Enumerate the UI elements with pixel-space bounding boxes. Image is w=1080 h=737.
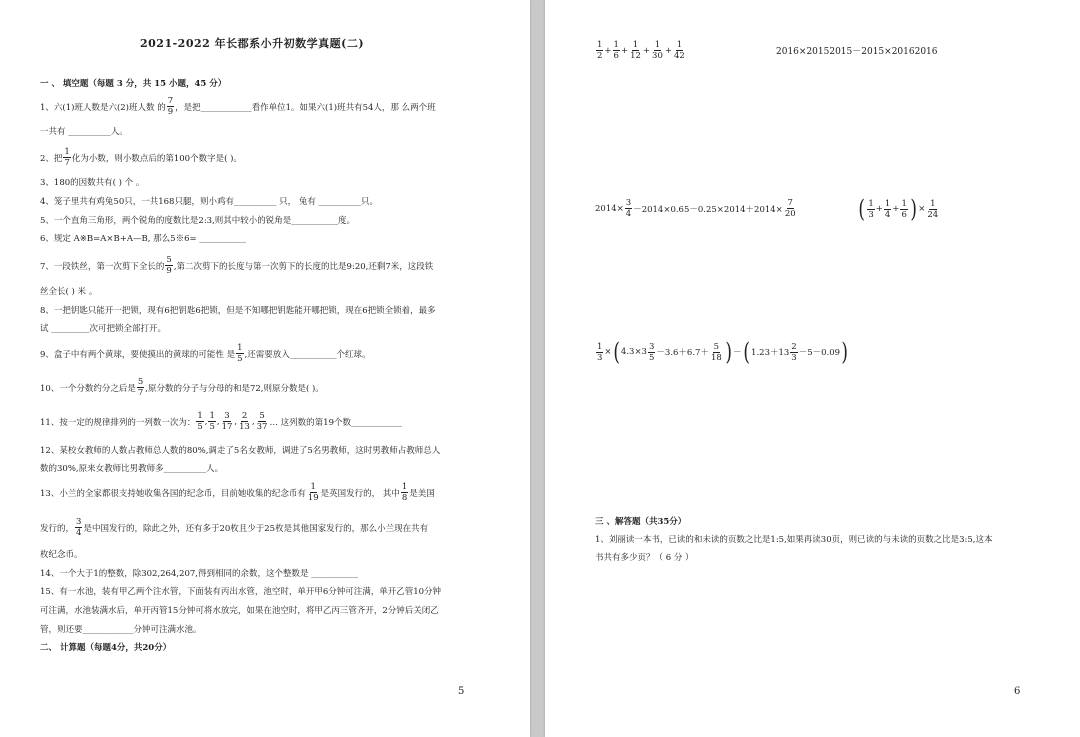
calc3-frac-2 [784,198,797,219]
q7-line1 [40,255,433,276]
q13-text-e: 是中国发行的，除此之外，还有多于20枚且少于25枚是其他国家发行的，那么小兰现在共有 [83,523,429,534]
calc1-frac-5-den: 42 [674,51,685,61]
calc3-frac-1-num: 3 [625,198,632,208]
q14: 14、一个大于1的整数，除302,264,207,得到相同的余数，这个整数是 ___________ [40,569,358,579]
q9-text-b: ,还需要放入___________个红球。 [244,349,371,360]
q1-fraction [167,96,174,117]
q1-text-a: 1、六(1)班人数是六(2)班人数 的 [40,102,166,113]
page-left [0,0,530,737]
q11-frac-3-den: 17 [221,422,233,432]
calc3-frac-2-den: 20 [784,209,796,219]
q11-text-b: … 这列数的第19个数____________ [269,417,402,428]
q11-line: 11、按一定的规律排列的一列数一次为： $\frac{1}{5}$ , $\frac{1}{5}$ , $\frac{3}{17}$ , $\frac{2}{13}$ , $\frac{5}{37}$ … 这列数的第19个数____________ [40,411,402,432]
calc4-frac-4 [926,199,939,220]
q7-frac-num: 5 [166,255,172,265]
calc2: 2016×20152015－2015×20162016 [776,47,938,57]
q8-line2: 试 _________次可把锁全部打开。 [40,324,166,334]
q7-text-b: ,第二次剪下的长度与第一次剪下的长度的比是9:20,还剩7米，这段铁 [173,261,434,272]
calc4-frac-4-num: 1 [930,198,936,209]
q4: 4、笼子里共有鸡兔50只，一共168只腿，则小鸡有__________ 只， 兔有 __________只。 [40,197,379,207]
q11-frac-1-num: 1 [197,411,203,421]
q13-text-d: 发行的， [40,523,75,534]
q7-line2: 丝全长( ) 米 。 [40,287,98,297]
calc1-frac-1-den: 2 [597,51,603,61]
calc5-text-b: －3.6＋6.7＋ [656,348,709,358]
calc5-rparen-2: ) [841,338,849,366]
q13-frac-1-num: 1 [310,482,316,492]
calc1-frac-1 [596,40,603,61]
q9-line [40,343,371,364]
q3: 3、180的因数共有( ) 个 。 [40,178,145,188]
q13-line3: 枚纪念币。 [40,550,83,560]
q11-frac-5-den: 37 [256,422,268,432]
q13-frac-1-den: 19 [307,493,319,503]
calc5-frac-1-den: 3 [597,352,603,363]
calc3-frac-2-num: 7 [787,198,793,208]
calc1-op-3: + [642,45,651,56]
q13-text-c: 是美国 [409,488,435,499]
q9-frac-den: 5 [237,354,243,364]
calc5-rparen-1: ) [725,338,732,366]
q13-frac-2 [401,482,408,503]
q10-fraction [137,377,144,398]
calc1-frac-3-den: 12 [630,51,641,61]
calc1-frac-2 [613,40,620,61]
calc5-text-a: 4.3×3 [620,347,647,357]
page-right [545,0,1080,737]
calc4-frac-2 [884,199,891,220]
q13-frac-3-num: 3 [76,517,82,527]
q11-frac-4-den: 13 [239,422,250,432]
q13-text-b: 是英国发行的， 其中 [320,488,400,499]
q2-frac-num: 1 [64,147,70,157]
q2-text-a: 2、把 [40,153,63,164]
s3q1-line2: 书共有多少页？（ 6 分 ） [595,553,694,563]
q9-text-a: 9、盒子中有两个黄球，要使摸出的黄球的可能性 是 [40,349,236,360]
calc5-frac-4-num: 2 [791,341,797,352]
calc5-frac-3 [710,342,723,363]
calc4-lparen: ( [858,195,865,223]
q11-frac-3 [221,411,234,432]
q13-frac-3 [75,517,82,538]
q13-frac-3-den: 4 [76,528,82,538]
calc4-frac-3-den: 6 [901,209,907,220]
q11-text-a: 11、按一定的规律排列的一列数一次为： [40,417,196,428]
q11-frac-1-den: 5 [197,422,203,432]
calc5: $\frac{1}{3}$ × ( 4.3×3 $\frac{3}{5}$ －3.6＋6.7＋ $\frac{5}{18}$ ) － ( 1.23＋13 $\frac{2}{3}$ －5－0.09 ) [597,338,849,366]
calc3-frac-1 [625,198,632,219]
calc1 [595,40,687,61]
q1-line2: 一共有 __________人。 [40,127,128,137]
calc1-frac-4 [651,40,664,61]
calc1-op-1: + [604,45,612,56]
calc4-frac-2-num: 1 [884,198,891,209]
doc-title: 2021-2022 年长郡系小升初数学真题(二) [140,37,365,50]
q12-line2: 数的30%,原来女教师比男教师多__________人。 [40,464,224,474]
q11-frac-2-den: 5 [209,422,215,432]
calc3 [595,198,798,219]
calc5-text-c: 1.23＋13 [751,348,790,358]
q11-frac-3-num: 3 [224,411,230,421]
calc4-frac-4-den: 24 [927,209,939,220]
calc5-frac-2-den: 5 [648,352,655,363]
calc4-frac-1-den: 3 [868,209,874,220]
q2-line [40,147,242,168]
q7-fraction [165,255,172,276]
calc5-frac-1 [596,342,603,363]
q11-frac-1 [196,411,203,432]
q11-frac-4 [238,411,251,432]
calc3-text-b: －2014×0.65－0.25×2014＋2014× [633,204,783,215]
calc5-frac-3-num: 5 [713,341,720,352]
page-number-left: 5 [458,686,465,697]
calc4: ( $\frac{1}{3}$ + $\frac{1}{4}$ + $\frac{1}{6}$ ) × $\frac{1}{24}$ [858,195,939,223]
calc5-frac-4 [790,342,797,363]
calc1-frac-4-den: 30 [652,51,663,61]
q1-text-b: ，是把____________看作单位1。如果六(1)班共有54人，那 么两个班 [175,102,436,113]
calc1-frac-3 [629,40,642,61]
q2-fraction [63,147,70,168]
q13-line2 [40,517,428,538]
q5: 5、一个直角三角形，两个锐角的度数比是2:3,则其中较小的锐角是___________度。 [40,216,356,226]
q13-frac-2-den: 8 [401,493,408,503]
q15-line2: 可注满，水池装满水后，单开丙管15分钟可将水放完，如果在池空时，将甲乙丙三管齐开，2分钟后关闭乙 [40,606,439,616]
q11-frac-5-num: 5 [259,411,265,421]
q11-frac-5 [256,411,269,432]
calc3-frac-1-den: 4 [625,209,632,219]
q13-frac-2-num: 1 [401,482,408,492]
calc1-frac-3-num: 1 [632,40,639,50]
calc1-op-4: + [664,45,672,56]
q9-frac-num: 1 [237,343,243,353]
calc5-frac-2 [648,342,655,363]
q1-frac-den: 9 [167,107,174,117]
q8-line1: 8、一把钥匙只能开一把锁，现有6把钥匙6把锁，但是不知哪把钥匙能开哪把锁，现在6把锁全锁着，最多 [40,306,436,316]
calc5-frac-2-num: 3 [648,341,655,352]
q15-line3: 管，则还要____________分钟可注满水池。 [40,625,202,635]
q10-text-a: 10、一个分数约分之后是 [40,383,136,394]
section2-heading: 二、 计算题（每题4分，共20分） [40,643,172,653]
q15-line1: 15、有一水池，装有甲乙两个注水管，下面装有丙出水管，池空时，单开甲6分钟可注满，单开乙管10分钟 [40,587,442,597]
calc1-frac-2-num: 1 [613,40,619,50]
q1-line1 [40,96,436,117]
calc4-frac-3-num: 1 [901,198,907,209]
q13-text-a: 13、小兰的全家都很支持她收集各国的纪念币，目前她收集的纪念币有 [40,488,306,499]
calc5-text-d: －5－0.09 [798,348,841,358]
calc1-frac-1-num: 1 [597,40,603,50]
q13-line1 [40,482,435,503]
q13-frac-1 [307,482,320,503]
calc5-frac-1-num: 1 [597,341,603,352]
calc1-frac-5-num: 1 [676,40,683,50]
calc5-lparen-2: ( [743,338,750,366]
calc1-frac-5 [673,40,686,61]
calc5-lparen-1: ( [612,338,620,366]
q10-frac-num: 5 [137,377,144,387]
section1-heading: 一 、 填空题（每题 3 分，共 15 小题，45 分） [40,79,227,89]
calc3-text-a: 2014× [595,203,624,214]
q7-text-a: 7、一段铁丝，第一次剪下全长的 [40,261,165,272]
calc1-frac-2-den: 6 [613,51,619,61]
calc5-frac-4-den: 3 [791,352,797,363]
q2-text-b: 化为小数，则小数点后的第100个数字是( )。 [71,153,242,164]
page-number-right: 6 [1014,686,1021,697]
q11-frac-4-num: 2 [241,411,248,421]
q1-frac-num: 7 [167,96,174,106]
q10-line [40,377,324,398]
q9-fraction [236,343,243,364]
q2-frac-den: 7 [64,158,70,168]
calc5-frac-3-den: 18 [710,352,722,363]
calc1-op-2: + [620,45,629,56]
q12-line1: 12、某校女教师的人数占教师总人数的80%,调走了5名女教师，调进了5名男教师，这时男教师占教师总人 [40,446,441,456]
calc4-frac-1 [867,199,874,220]
q11-frac-2-num: 1 [209,411,215,421]
s3q1-line1: 1、刘丽读一本书，已读的和未读的页数之比是1:5,如果再读30页，则已读的与未读的页数之比是3:5,这本 [595,535,993,545]
calc4-frac-2-den: 4 [884,209,891,220]
q10-frac-den: 7 [137,388,144,398]
calc4-frac-3 [900,199,907,220]
calc4-frac-1-num: 1 [868,198,874,209]
q6: 6、规定 A※B=A×B+A—B, 那么5※6= ___________ [40,234,247,244]
calc1-frac-4-num: 1 [654,40,661,50]
q10-text-b: ,原分数的分子与分母的和是72,则原分数是( )。 [145,383,324,394]
section3-heading: 三 、解答题（共35分） [595,517,687,527]
q11-frac-2 [208,411,215,432]
q7-frac-den: 9 [166,266,172,276]
calc4-rparen: ) [910,195,917,223]
